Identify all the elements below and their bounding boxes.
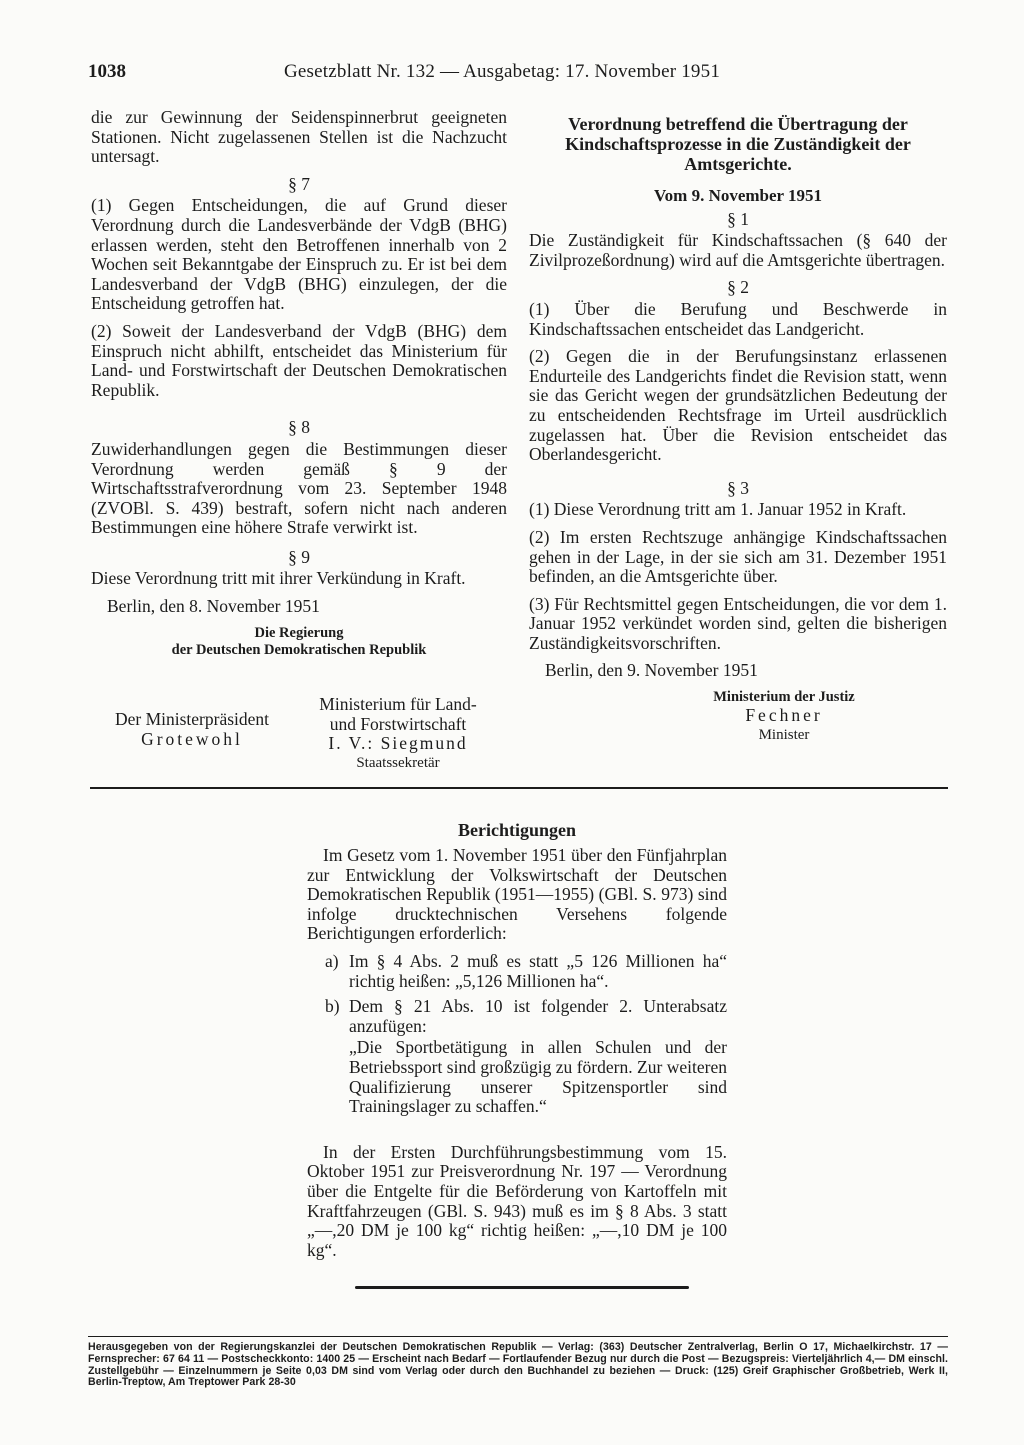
- footer-imprint: Herausgegeben von der Regierungskanzlei der Deutschen Demokratischen Republik — Verlag: (363) Deutscher Zentralverlag, Berlin O 17, Michaelkirchstr. 17 — Fernsprecher: 67 64 11 — Postscheckkonto: 1400 25 — Erscheint nach Bedarf — Fortlaufender Bezug nur durch die Post — Bezugspreis: Vierteljährlich 4,— DM einschl. Zustellgebühr — Einzelnummern je Seite 0,03 DM sind vom Verlag oder durch den Buchhandel zu beziehen — Druck: (125) Greif Graphischer Großbetrieb, Werk II, Berlin-Treptow, Am Treptower Park 28-30: [88, 1341, 948, 1389]
- section-2-paragraph-1: (1) Über die Berufung und Beschwerde in Kindschaftssachen entscheidet das Landgericht.: [529, 298, 947, 339]
- section-9-paragraph: Diese Verordnung tritt mit ihrer Verkündung in Kraft.: [91, 568, 466, 589]
- place-date-left: Berlin, den 8. November 1951: [107, 596, 320, 617]
- section-1-paragraph: Die Zuständigkeit für Kindschaftssachen (§ 640 der Zivilprozeßordnung) wird auf die Amtsgerichte übertragen.: [529, 230, 947, 270]
- section-3-paragraph-3: (3) Für Rechtsmittel gegen Entscheidungen, die vor dem 1. Januar 1952 verkündet worden sind, gelten die bisherigen Zuständigkeitsvorschriften.: [529, 593, 947, 653]
- correction-item-a-text: Im § 4 Abs. 2 muß es statt „5 126 Millionen ha“ richtig heißen: „5,126 Millionen ha“.: [349, 950, 727, 991]
- correction-item-b: [325, 997, 727, 1036]
- signature-prime-minister: [97, 710, 287, 749]
- agriculture-signer-name: I. V.: Siegmund: [328, 733, 468, 754]
- prime-minister-title: Der Ministerpräsident: [114, 709, 270, 729]
- justice-signer-role: Minister: [758, 726, 810, 743]
- prime-minister-name: Grotewohl: [141, 728, 243, 749]
- corrections-title: Berichtigungen: [457, 820, 576, 840]
- section-8-paragraph: Zuwiderhandlungen gegen die Bestimmungen dieser Verordnung werden gemäß § 9 der Wirtschaftsstrafverordnung vom 23. September 1948 (ZVOBl. S. 439) bestraft, sofern nicht nach anderen Bestimmungen eine höhere Strafe verwirkt ist.: [91, 438, 507, 538]
- corrections-section: [307, 820, 727, 1268]
- correction-item-b-quote: „Die Sportbetätigung in allen Schulen und der Betriebssport sind großzügig zu fördern. Zur weiteren Qualifizierung unserer Spitzensportler sind Trainingslager zu schaffen.“: [349, 1037, 727, 1117]
- section-2-paragraph-2: (2) Gegen die in der Berufungsinstanz erlassenen Endurteile des Landgerichts findet die Revision statt, wenn sie das Gericht wegen der grundsätzlichen Bedeutung der zu entscheidenden Rechtsfrage im Urteil ausdrücklich zugelassen hat. Über die Revision entscheidet das Oberlandesgericht.: [529, 346, 947, 465]
- section-divider: [90, 787, 948, 789]
- corrections-paragraph-2: In der Ersten Durchführungsbestimmung vom 15. Oktober 1951 zur Preisverordnung Nr. 197 — Verordnung über die Entgelte für die Beförderung von Kartoffeln mit Kraftfahrzeugen (GBl. S. 943) muß es im § 8 Abs. 3 statt „—,20 DM je 100 kg“ richtig heißen: „—,10 DM je 100 kg“.: [307, 1141, 727, 1260]
- agriculture-ministry-title-2: und Forstwirtschaft: [329, 713, 467, 734]
- agriculture-ministry-title-1: Ministerium für Land-: [319, 694, 477, 714]
- section-2-sign: § 2: [727, 277, 749, 298]
- correction-item-a: [325, 952, 727, 991]
- ordinance-title: Verordnung betreffend die Übertragung der Kindschaftsprozesse in die Zuständigkeit der Amtsgerichte.: [565, 114, 911, 174]
- section-7-sign: § 7: [288, 173, 310, 194]
- justice-signer-name: Fechner: [745, 705, 823, 726]
- correction-item-b-label: b): [325, 996, 340, 1017]
- page-number: 1038: [88, 61, 126, 82]
- correction-item-b-text: Dem § 21 Abs. 10 ist folgender 2. Unterabsatz anzufügen:: [349, 996, 727, 1036]
- intro-paragraph: die zur Gewinnung der Seidenspinnerbrut geeigneten Stationen. Nicht zugelassenen Stellen ist die Nachzucht untersagt.: [91, 107, 507, 167]
- section-9-sign: § 9: [288, 546, 310, 567]
- place-date-right: Berlin, den 9. November 1951: [545, 660, 758, 681]
- gazette-title: Gesetzblatt Nr. 132 — Ausgabetag: 17. November 1951: [284, 61, 721, 82]
- section-7-paragraph-2: (2) Soweit der Landesverband der VdgB (BHG) dem Einspruch nicht abhilft, entscheidet das Ministerium für Land- und Forstwirtschaft der Deutschen Demokratischen Republik.: [91, 320, 507, 400]
- signature-agriculture-ministry: [298, 695, 498, 773]
- agriculture-signer-role: Staatssekretär: [356, 754, 440, 771]
- justice-ministry-name: Ministerium der Justiz: [713, 689, 855, 706]
- section-3-paragraph-2: (2) Im ersten Rechtszuge anhängige Kindschaftssachen gehen in der Lage, in der sie sich am 31. Dezember 1951 befinden, an die Amtsgerichte über.: [529, 526, 947, 587]
- section-8-sign: § 8: [288, 417, 310, 438]
- correction-item-a-label: a): [325, 950, 339, 971]
- end-rule: [355, 1286, 689, 1289]
- government-line-1: Die Regierung: [254, 624, 344, 641]
- signature-justice-ministry: [679, 689, 889, 745]
- corrections-paragraph-1: Im Gesetz vom 1. November 1951 über den Fünfjahrplan zur Entwicklung der Volkswirtschaft der Deutschen Demokratischen Republik (1951—1955) (GBl. S. 973) sind infolge drucktechnischen Versehens folgende Berichtigungen erforderlich:: [307, 845, 727, 944]
- right-column: [529, 114, 947, 745]
- left-column: [91, 108, 507, 659]
- ordinance-date: Vom 9. November 1951: [653, 186, 823, 205]
- section-3-sign: § 3: [727, 477, 749, 498]
- section-1-sign: § 1: [727, 208, 749, 229]
- government-line-2: der Deutschen Demokratischen Republik: [171, 641, 427, 658]
- footer-rule: [88, 1336, 948, 1337]
- section-7-paragraph-1: (1) Gegen Entscheidungen, die auf Grund dieser Verordnung durch die Landesverbände der VdgB (BHG) erlassen werden, steht den Betroffenen innerhalb von 2 Wochen seit Bekanntgabe der Einspruch zu. Er ist bei dem Landesverband der VdgB (BHG) einzulegen, der die Entscheidung getroffen hat.: [91, 195, 507, 314]
- section-3-paragraph-1: (1) Diese Verordnung tritt am 1. Januar 1952 in Kraft.: [529, 499, 907, 520]
